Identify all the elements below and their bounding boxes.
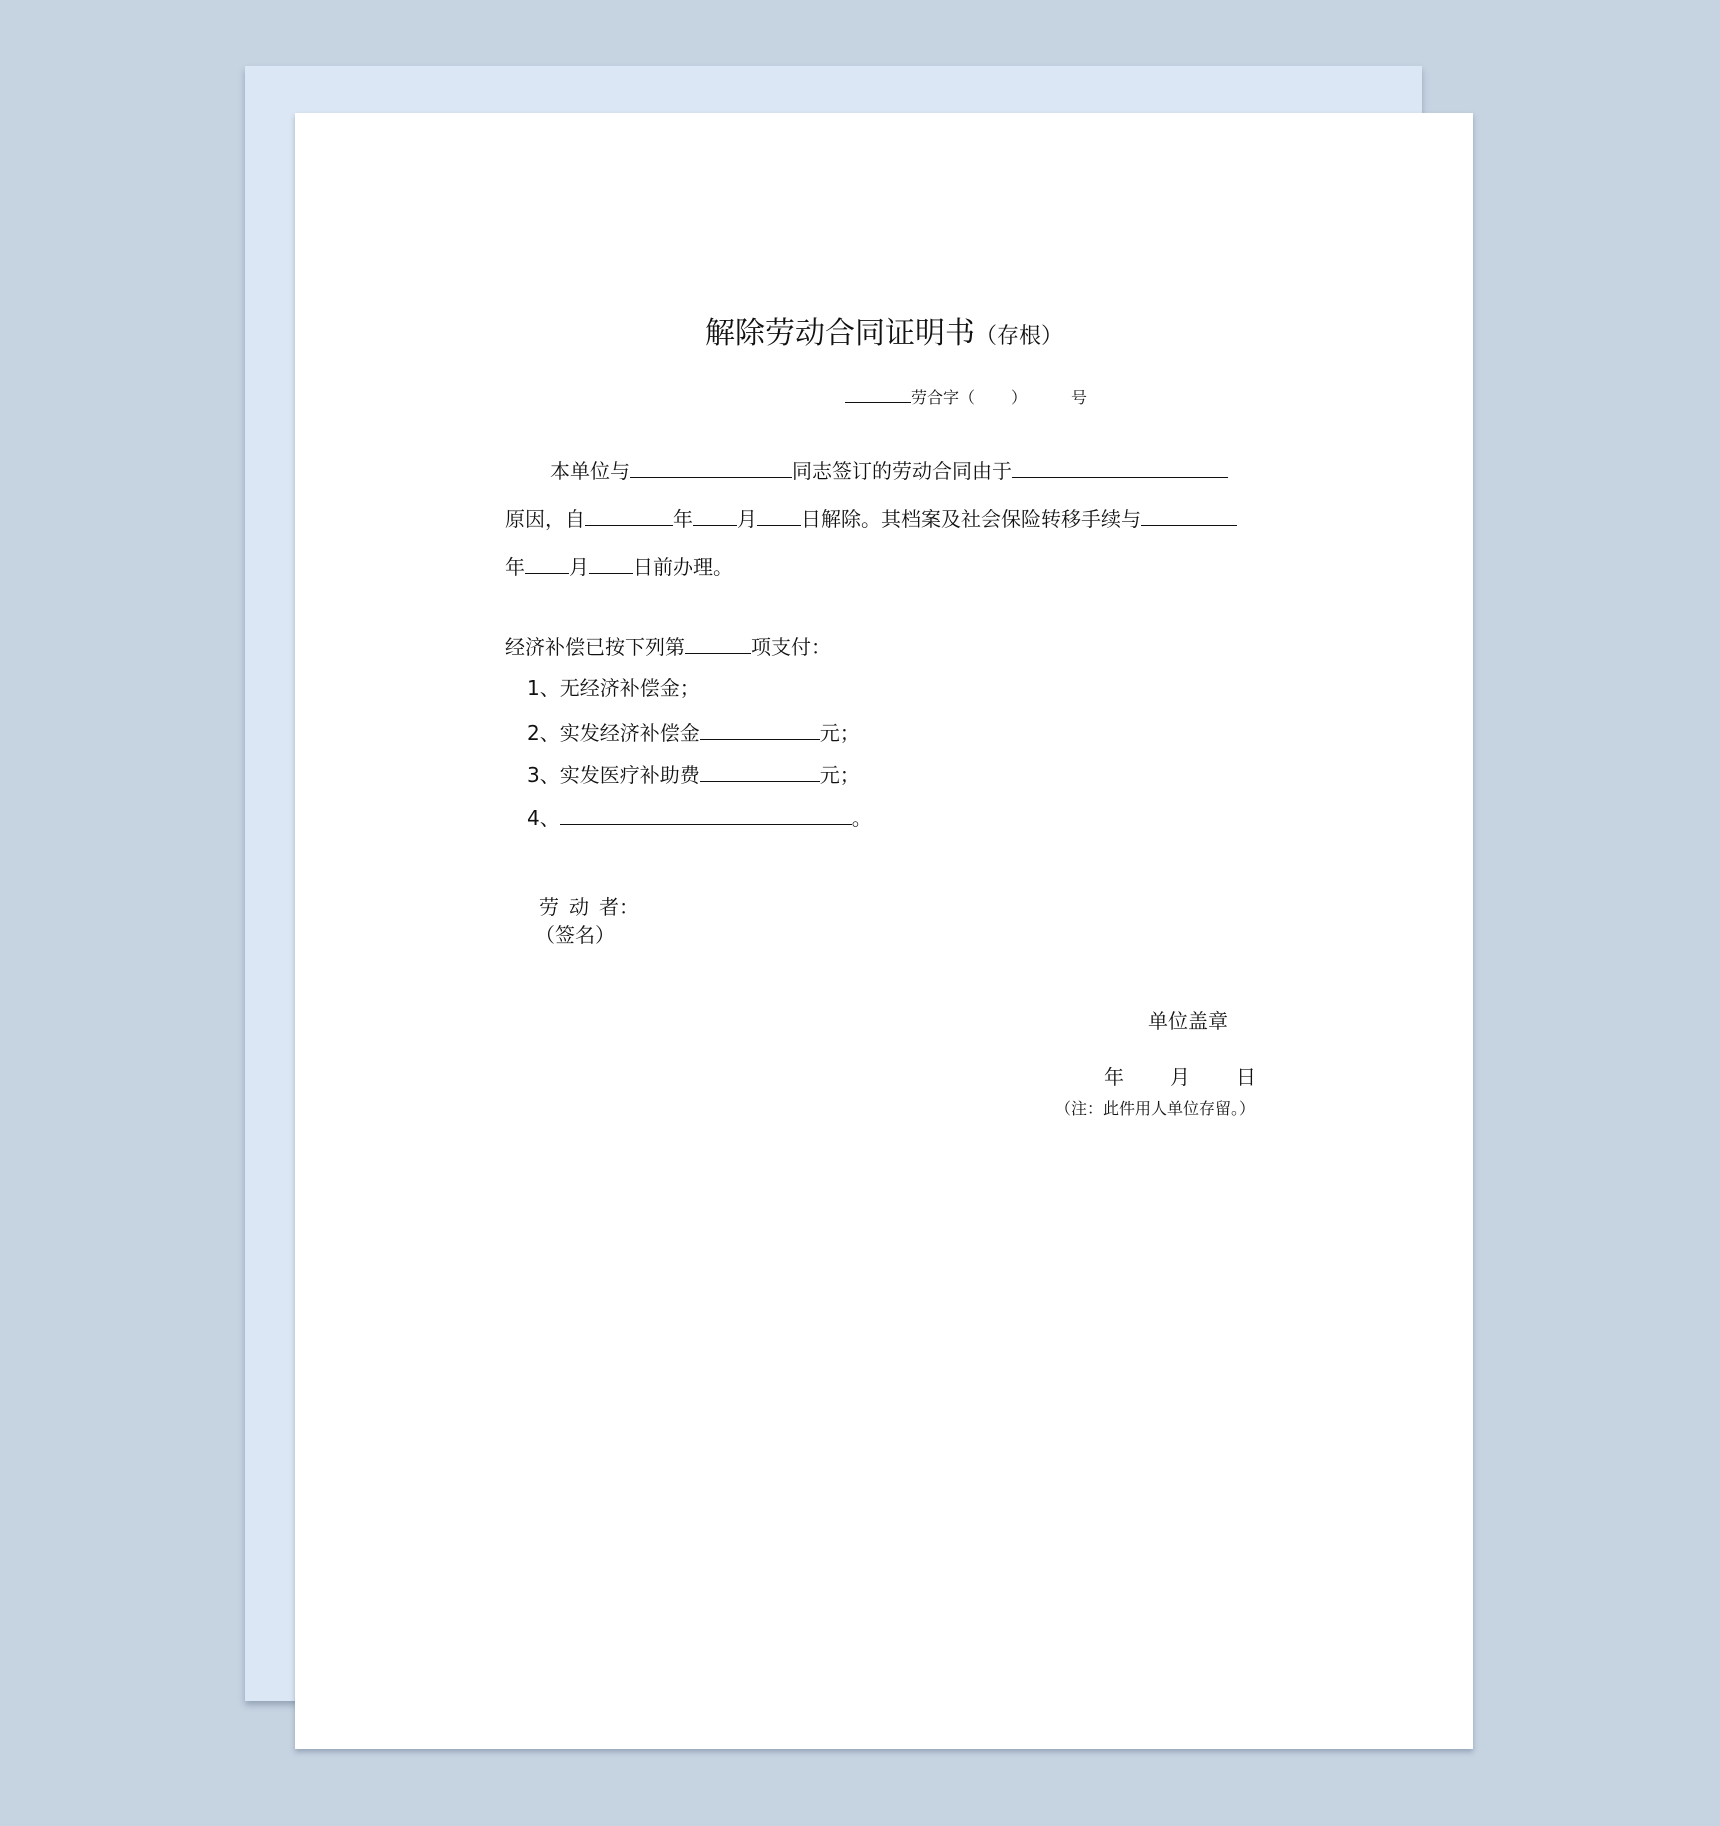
text: 经济补偿已按下列第 bbox=[505, 635, 685, 659]
company-seal-label: 单位盖章 bbox=[1148, 1009, 1228, 1033]
item-text: 实发经济补偿金 bbox=[559, 721, 700, 745]
text: 年 bbox=[673, 507, 693, 531]
number-end: 号 bbox=[1071, 388, 1088, 407]
item-unit: 元； bbox=[819, 721, 860, 745]
item-number: 2、 bbox=[527, 721, 560, 745]
other-item-blank[interactable] bbox=[560, 804, 852, 825]
transfer-year-blank[interactable] bbox=[1141, 505, 1237, 526]
text: 月 bbox=[569, 555, 589, 579]
text: 月 bbox=[737, 507, 757, 531]
item-number: 4、 bbox=[527, 806, 560, 830]
month-label: 月 bbox=[1170, 1065, 1190, 1089]
item-number: 1、 bbox=[527, 676, 560, 700]
text: 日解除。其档案及社会保险转移手续与 bbox=[801, 507, 1141, 531]
document-page bbox=[295, 113, 1473, 1749]
transfer-day-blank[interactable] bbox=[589, 553, 633, 574]
item-3 bbox=[527, 761, 860, 787]
text: 本单位与 bbox=[550, 459, 630, 483]
item-end: 。 bbox=[851, 806, 872, 830]
number-close: ） bbox=[1011, 388, 1028, 407]
document-title bbox=[295, 308, 1473, 352]
title-text: 解除劳动合同证明书 bbox=[704, 316, 975, 351]
title-suffix: （存根） bbox=[974, 324, 1063, 349]
item-unit: 元； bbox=[819, 763, 860, 787]
paragraph-line-2 bbox=[505, 505, 1237, 531]
item-1 bbox=[527, 676, 700, 700]
text: 项支付： bbox=[751, 635, 831, 659]
text: 日前办理。 bbox=[633, 555, 733, 579]
text: 者： bbox=[599, 895, 639, 919]
paragraph-line-1 bbox=[550, 457, 1228, 483]
number-label: 劳合字（ bbox=[911, 388, 976, 407]
item-number: 3、 bbox=[527, 763, 560, 787]
text: 同志签订的劳动合同由于 bbox=[792, 459, 1012, 483]
day-blank[interactable] bbox=[757, 505, 801, 526]
transfer-month-blank[interactable] bbox=[525, 553, 569, 574]
year-label: 年 bbox=[1104, 1065, 1124, 1089]
number-prefix-blank[interactable] bbox=[845, 385, 911, 403]
medical-amount-blank[interactable] bbox=[700, 761, 820, 782]
text: 动 bbox=[569, 895, 589, 919]
reason-blank[interactable] bbox=[1012, 457, 1228, 478]
text: 原因，自 bbox=[505, 507, 585, 531]
item-text: 无经济补偿金； bbox=[559, 676, 700, 700]
month-blank[interactable] bbox=[693, 505, 737, 526]
worker-name-blank[interactable] bbox=[630, 457, 792, 478]
item-text: 实发医疗补助费 bbox=[559, 763, 700, 787]
day-label: 日 bbox=[1236, 1065, 1256, 1089]
item-4 bbox=[527, 804, 872, 830]
item-2 bbox=[527, 719, 860, 745]
compensation-intro bbox=[505, 633, 831, 659]
signature-hint: （签名） bbox=[535, 923, 615, 947]
text: 劳 bbox=[539, 895, 559, 919]
compensation-amount-blank[interactable] bbox=[700, 719, 820, 740]
worker-label bbox=[539, 895, 639, 919]
text: 年 bbox=[505, 555, 525, 579]
document-number-line bbox=[845, 385, 1087, 408]
item-number-blank[interactable] bbox=[685, 633, 751, 654]
year-blank[interactable] bbox=[585, 505, 673, 526]
footnote: （注：此件用人单位存留。） bbox=[1055, 1099, 1256, 1118]
paragraph-line-3 bbox=[505, 553, 733, 579]
date-line bbox=[1104, 1065, 1256, 1089]
